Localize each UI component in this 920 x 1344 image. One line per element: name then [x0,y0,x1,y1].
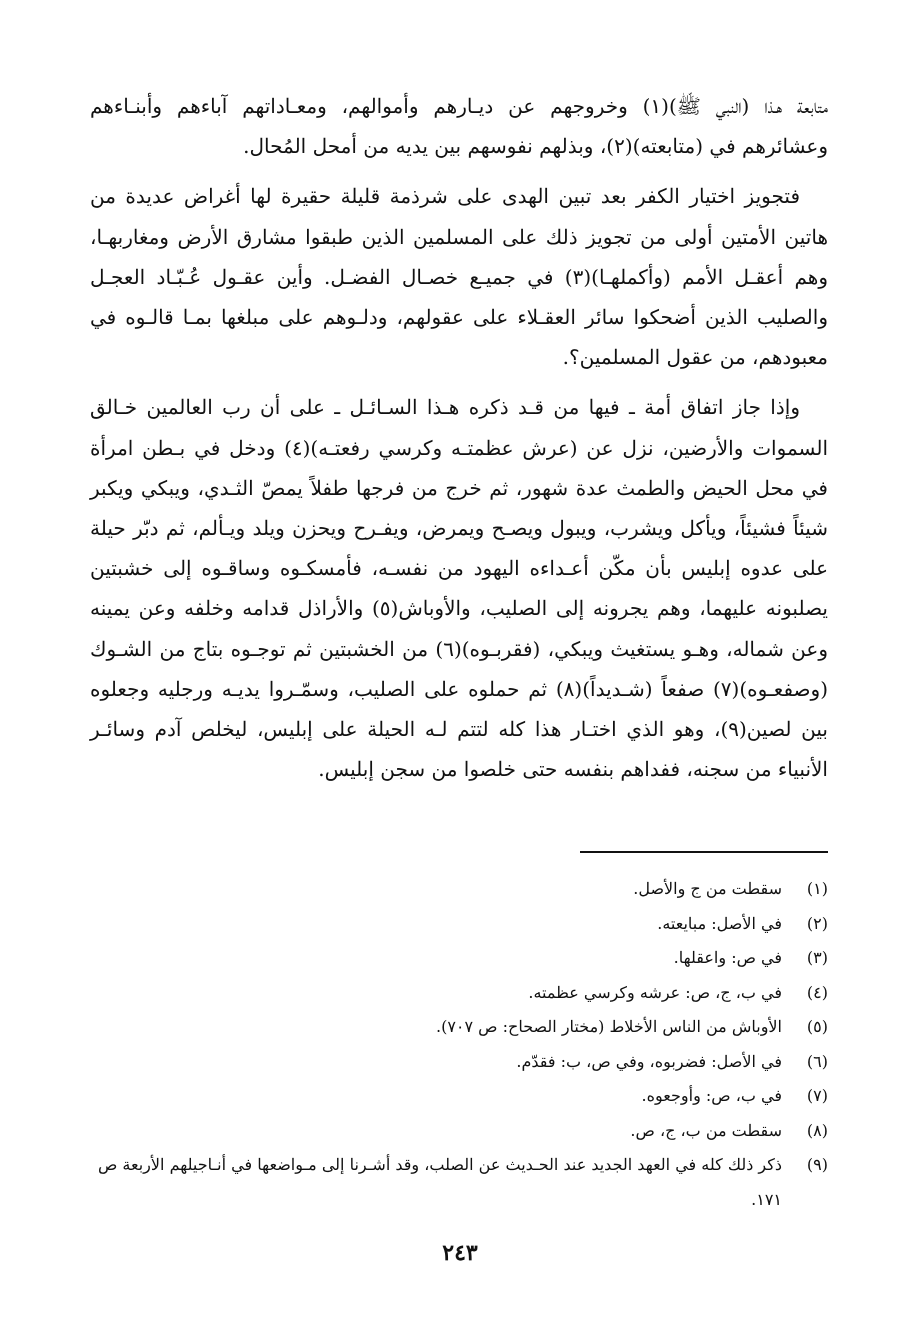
footnote-text: في الأصل: فضربوه، وفي ص، ب: فقدّم. [516,1051,782,1071]
footnote-item [90,941,828,976]
footnote-number: (١) [806,879,828,898]
footnote-number: (٤) [806,982,828,1002]
main-text [90,86,828,799]
paragraph-3: وإذا جاز اتفاق أمة ـ فيها من قـد ذكره هـذا السـائـل ـ على أن رب العالمين خـالق السموات والأرضين، نزل عن (عرش عظمتـه وكرسي رفعتـه)(٤) ودخل في بـطن امرأة في محل الحيض والطمث عدة شهور، ثم خرج من فرجها طفلاً يمصّ الثـدي، ويبكي ويكبر شيئاً فشيئاً، ويأكل ويشرب، ويبول ويصـح ويمرض، ويفـرح ويحزن ويلد ويـألم، ثم دبّر حيلة على عدوه إبليس بأن مكّن أعـداءه اليهود من نفسـه، فأمسكـوه وساقـوه إلى خشبتين يصلبونه عليهما، وهم يجرونه إلى الصليب، والأوباش(٥) والأراذل قدامه وخلفه وعن يمينه وعن شماله، وهـو يستغيث ويبكي، (فقربـوه)(٦) من الخشبتين ثم توجـوه بتاج من الشـوك (وصفعـوه)(٧) صفعاً (شـديداً)(٨) ثم حملوه على الصليب، وسمّـروا يديـه ورجليه وجعلوه بين لصين(٩)، وهو الذي اختـار هذا كله لتتم لـه الحيلة على إبليس، ليخلص آدم وسائـر الأنبياء من سجنه، ففداهم بنفسه حتى خلصوا من سجن إبليس. [90,395,828,782]
footnote-item [90,1010,828,1045]
footnote-number: (٣) [806,948,828,967]
footnote-number: (٢) [806,913,828,933]
footnote-item [90,1045,828,1080]
footnote-item [90,976,828,1011]
footnote-number: (٦) [806,1051,828,1071]
footnote-text: في ب، ص: وأوجعوه. [641,1086,782,1105]
page-number: ٢٤٣ [442,1240,478,1266]
paragraph-2: فتجويز اختيار الكفر بعد تبين الهدى على شرذمة قليلة حقيرة لها أغراض عديدة من هاتين الأمتين أولى من تجويز ذلك على المسلمين الذين طبقوا مشارق الأرض ومغاربهـا، وهم أعقـل الأمم (وأكملهـا)(٣) في جميـع خصـال الفضـل. وأين عقـول عُـبّـاد العجـل والصليب الذين أضحكوا سائر العقـلاء على عقولهم، ودلـوهم على مبلغها بمـا قالـوه في معبودهم، من عقول المسلمين؟. [90,184,828,370]
footnote-text: ذكر ذلك كله في العهد الجديد عند الحـديث عن الصلب، وقد أشـرنا إلى مـواضعها في أنـاجيلهم الأربعة ص ١٧١. [98,1155,782,1209]
footnote-text: في ص: واعقلها. [673,948,782,967]
footnote-text: في الأصل: مبايعته. [657,913,782,933]
footnote-item [90,1114,828,1149]
footnote-text: سقطت من ج والأصل. [633,879,782,898]
footnote-item [90,907,828,942]
footnote-number: (٨) [806,1120,828,1140]
footnotes-list [90,872,828,1217]
footnote-text: سقطت من ب، ج، ص. [630,1120,782,1140]
footnote-separator [580,851,828,853]
paragraph-1: متابعة هـذا (النبي ﷺ)(١) وخروجهم عن ديـارهم وأموالهم، ومعـاداتهم آباءهم وأبنـاءهم وعشائرهم في (متابعته)(٢)، وبذلهم نفوسهم بين يديه من أمحل المُحال. [90,94,828,159]
footnote-number: (٥) [806,1017,828,1036]
footnote-text: الأوباش من الناس الأخلاط (مختار الصحاح: ص ٧٠٧). [435,1017,782,1036]
footnote-item [90,1079,828,1114]
footnote-number: (٩) [806,1155,828,1174]
footnote-number: (٧) [806,1086,828,1105]
footnote-item [90,872,828,907]
footnote-text: في ب، ج، ص: عرشه وكرسي عظمته. [528,982,782,1002]
footnote-item [90,1148,828,1217]
